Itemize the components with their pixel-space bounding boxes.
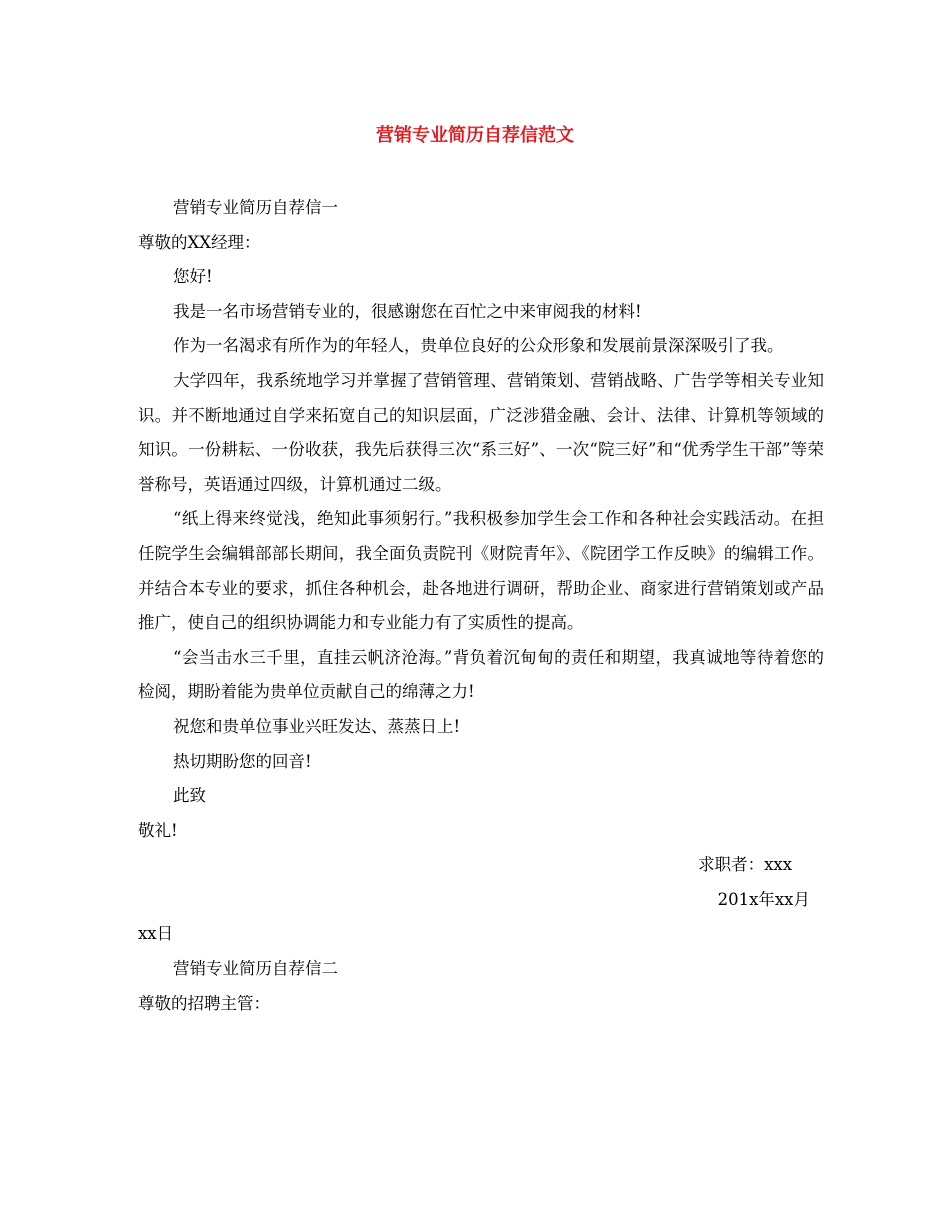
- document-body: [138, 191, 824, 1021]
- closing-phrase: 此致: [173, 786, 206, 806]
- greeting: 您好!: [173, 267, 213, 287]
- signature-date: 201x年xx月: [717, 889, 810, 909]
- body-paragraph: 我是一名市场营销专业的，很感谢您在百忙之中来审阅我的材料!: [173, 301, 642, 321]
- closing-salute: 敬礼!: [138, 820, 178, 840]
- body-paragraph: 大学四年，我系统地学习并掌握了营销管理、营销策划、营销战略、广告学等相关专业知识。并不断地通过自学来拓宽自己的知识层面，广泛涉猎金融、会计、法律、计算机等领域的知识。一份耕耘、一份收获，我先后获得三次“系三好”、一次“院三好”和“优秀学生干部”等荣誉称号，英语通过四级，计算机通过二级。: [138, 370, 824, 494]
- body-paragraph: “会当击水三千里，直挂云帆济沧海。”背负着沉甸甸的责任和期望，我真诚地等待着您的检阅，期盼着能为贵单位贡献自己的绵薄之力!: [138, 647, 824, 702]
- signature-date-day: xx日: [138, 924, 174, 944]
- document-title: 营销专业简历自荐信范文: [376, 125, 574, 146]
- body-paragraph: “纸上得来终觉浅，绝知此事须躬行。”我积极参加学生会工作和各种社会实践活动。在担任院学生会编辑部部长期间，我全面负责院刊《财院青年》、《院团学工作反映》的编辑工作。并结合本专业的要求，抓住各种机会，赴各地进行调研，帮助企业、商家进行营销策划或产品推广，使自己的组织协调能力和专业能力有了实质性的提高。: [138, 509, 824, 633]
- salutation: 尊敬的招聘主管：: [138, 993, 270, 1013]
- section-heading-letter-1: 营销专业简历自荐信一: [173, 198, 338, 217]
- closing-wish: 祝您和贵单位事业兴旺发达、蒸蒸日上!: [173, 716, 461, 736]
- section-heading-letter-2: 营销专业简历自荐信二: [173, 959, 338, 979]
- salutation: 尊敬的XX经理：: [138, 232, 261, 252]
- signature-applicant: 求职者：xxx: [698, 855, 792, 875]
- closing-wish: 热切期盼您的回音!: [173, 751, 312, 771]
- body-paragraph: 作为一名渴求有所作为的年轻人，贵单位良好的公众形象和发展前景深深吸引了我。: [173, 336, 784, 356]
